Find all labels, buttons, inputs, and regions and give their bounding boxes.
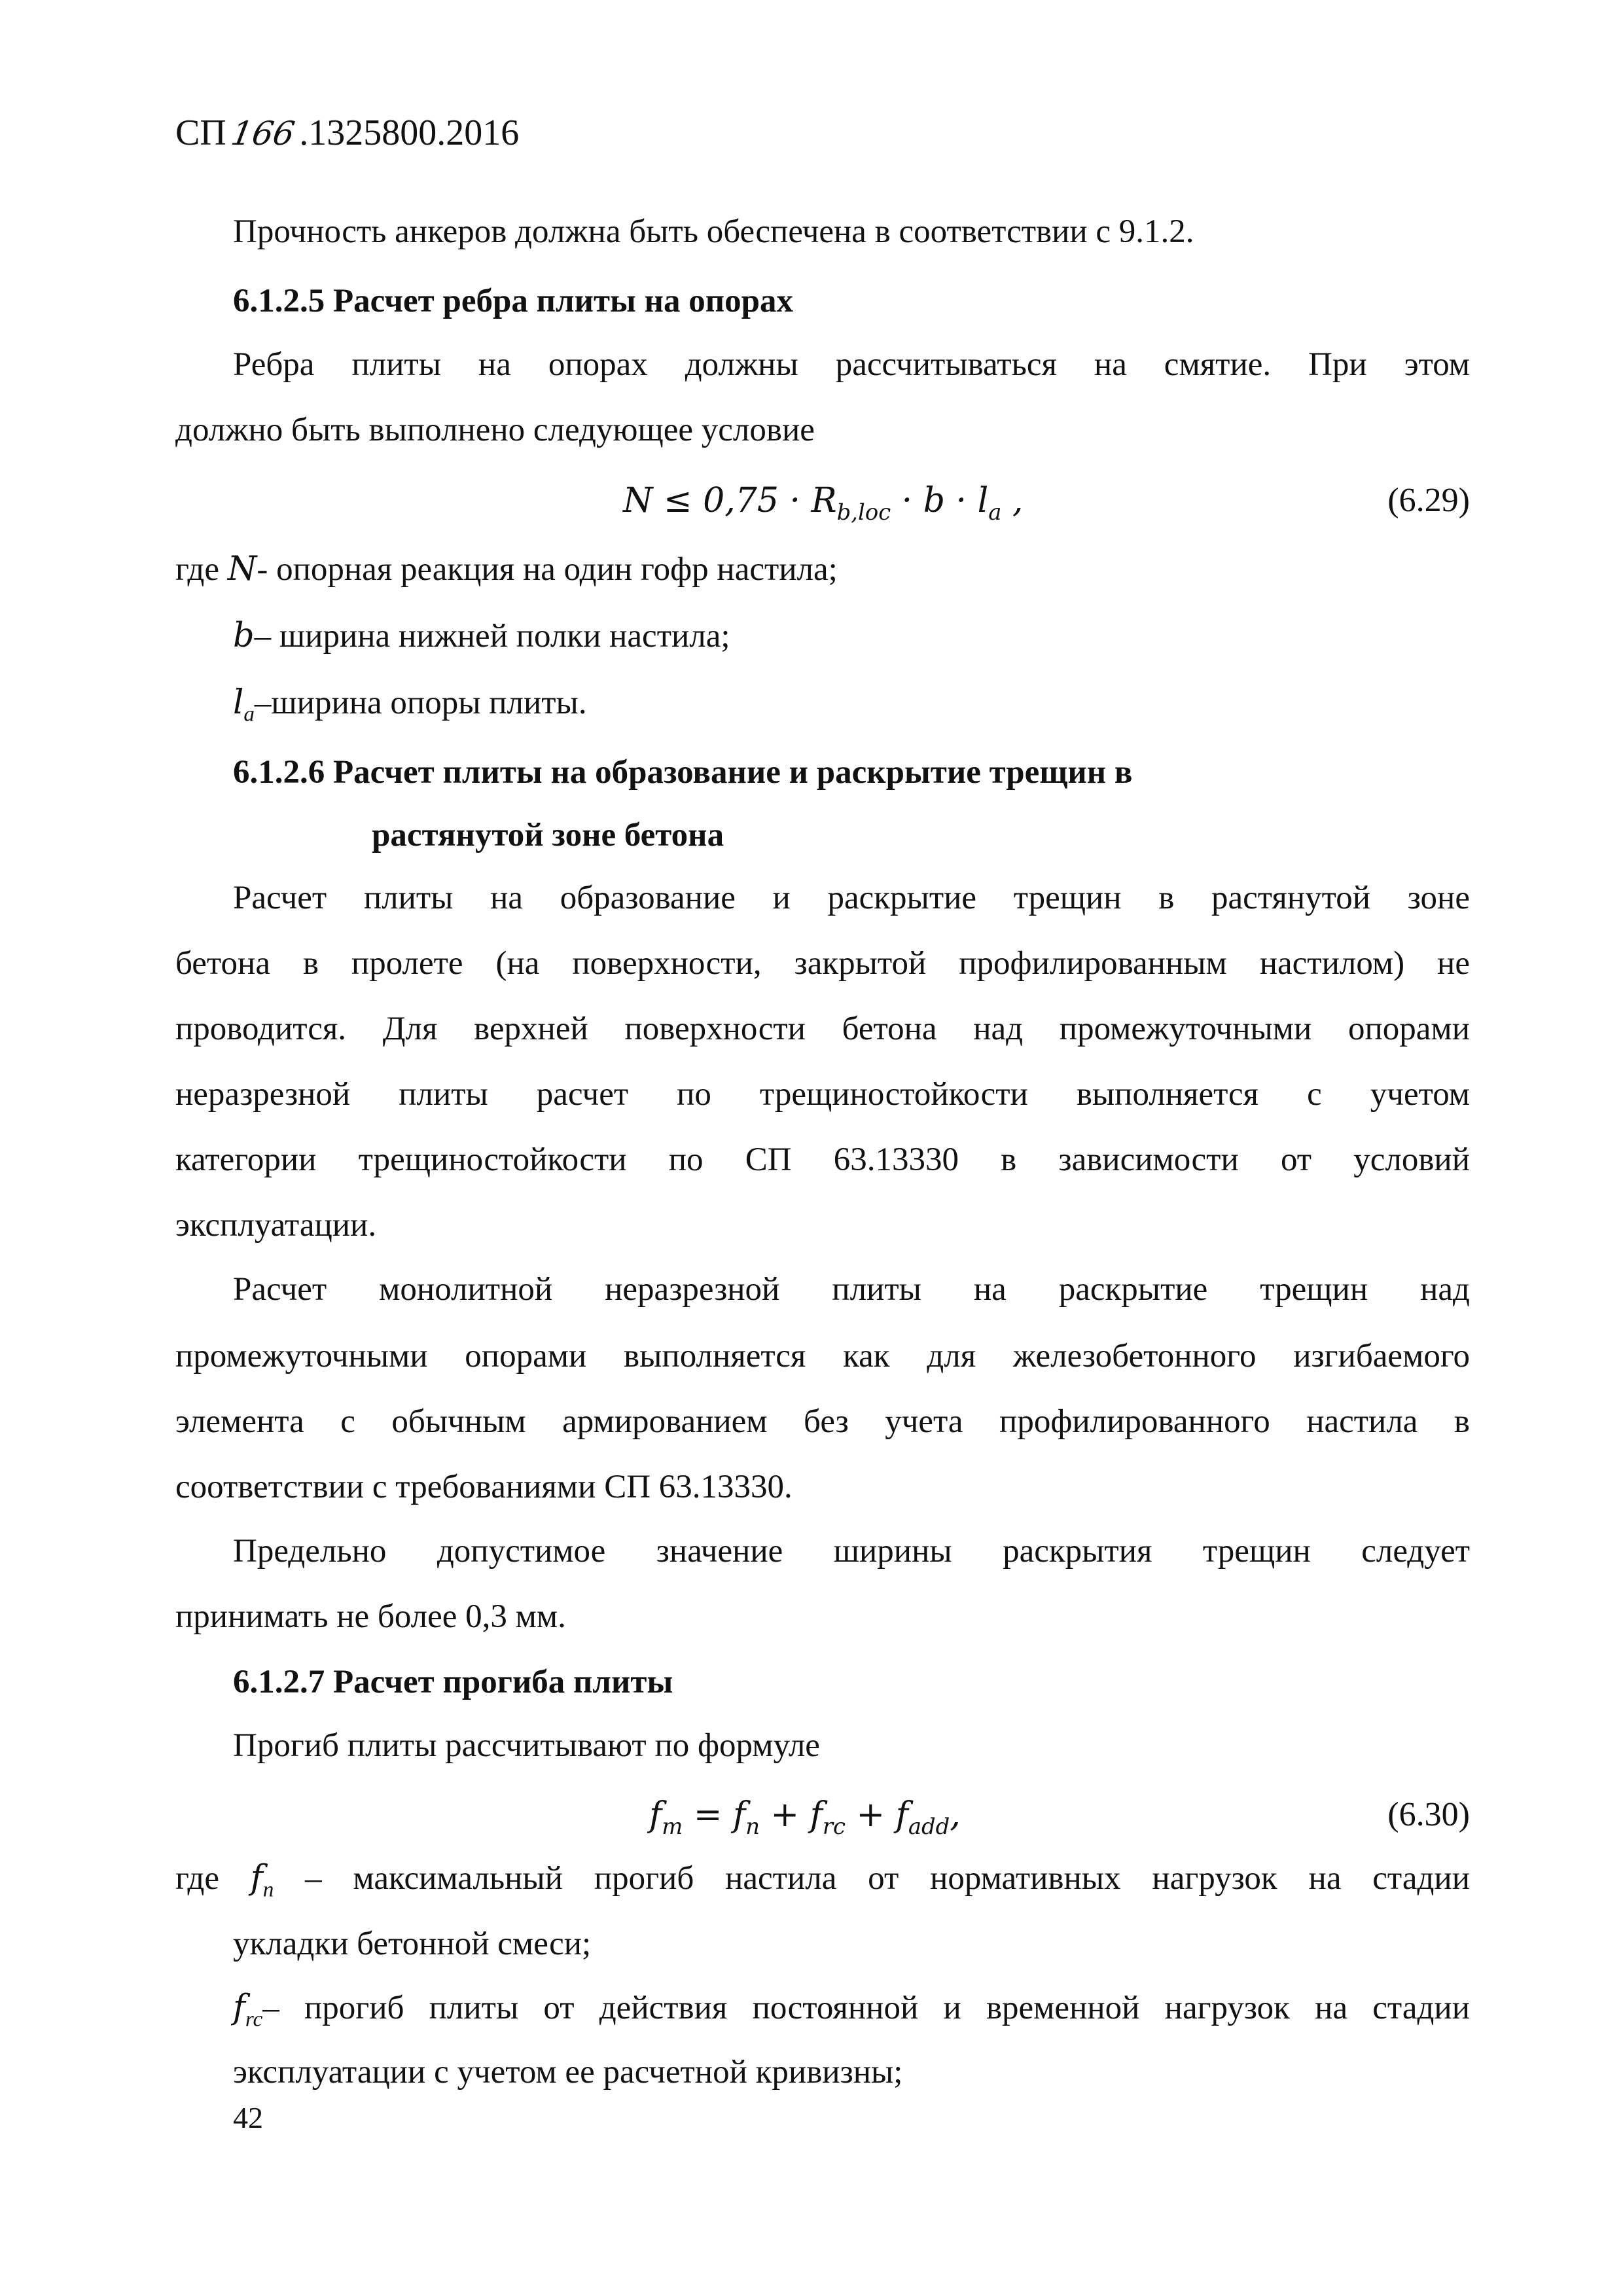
- paragraph-1-line5: категории трещиностойкости по СП 63.13330 в зависимости от условий: [175, 1141, 1470, 1178]
- paragraph-1-line4: неразрезной плиты расчет по трещиностойкости выполняется с учетом: [175, 1076, 1470, 1113]
- paragraph-1-line3: проводится. Для верхней поверхности бетона над промежуточными опорами: [175, 1011, 1470, 1047]
- header-suffix: .1325800.2016: [299, 113, 520, 153]
- paragraph-2-line1: Расчет монолитной неразрезной плиты на раскрытие трещин над: [233, 1271, 1470, 1308]
- paragraph-rib-line1: Ребра плиты на опорах должны рассчитываться на смятие. При этом: [233, 346, 1470, 383]
- definition-N: где N- опорная реакция на один гофр настила;: [175, 550, 838, 588]
- paragraph-1-line6: эксплуатации.: [175, 1207, 377, 1244]
- paragraph-2-line4: соответствии с требованиями СП 63.13330.: [175, 1469, 793, 1505]
- definition-frc-line2: эксплуатации с учетом ее расчетной кривизны;: [233, 2054, 903, 2090]
- paragraph-1-line1: Расчет плиты на образование и раскрытие трещин в растянутой зоне: [233, 880, 1470, 916]
- header-prefix: СП: [175, 113, 226, 153]
- formula-6-29: $N \le 0,75 \cdot R_{b,loc} \cdot b \cdot l_a$ ,: [623, 481, 1024, 525]
- handwritten-number: 166: [228, 115, 298, 152]
- paragraph-1-line2: бетона в пролете (на поверхности, закрытой профилированным настилом) не: [175, 945, 1470, 982]
- page-number: 42: [233, 2101, 263, 2134]
- document-header: [175, 110, 519, 156]
- heading-6-1-2-6-line1: 6.1.2.6 Расчет плиты на образование и раскрытие трещин в: [233, 754, 1133, 791]
- heading-6-1-2-6-line2: растянутой зоне бетона: [372, 817, 724, 853]
- paragraph-rib-line2: должно быть выполнено следующее условие: [175, 412, 815, 448]
- paragraph-3-line1: Предельно допустимое значение ширины раскрытия трещин следует: [233, 1533, 1470, 1570]
- heading-6-1-2-7: 6.1.2.7 Расчет прогиба плиты: [233, 1664, 673, 1700]
- definition-la: $l_a$–ширина опоры плиты.: [233, 683, 587, 726]
- heading-6-1-2-5: 6.1.2.5 Расчет ребра плиты на опорах: [233, 283, 793, 319]
- definition-frc-line1: $f_{rc}-$ прогиб плиты от действия постоянной и временной нагрузок на стадии: [233, 1988, 1470, 2032]
- equation-number-6-29: (6.29): [1387, 482, 1470, 519]
- paragraph-4: Прогиб плиты рассчитывают по формуле: [233, 1727, 820, 1764]
- definition-fn-line2: укладки бетонной смеси;: [233, 1926, 592, 1962]
- equation-number-6-30: (6.30): [1387, 1796, 1470, 1833]
- paragraph-anchors: Прочность анкеров должна быть обеспечена в соответствии с 9.1.2.: [233, 213, 1194, 250]
- definition-fn-line1: где $f_n$ – максимальный прогиб настила от нормативных нагрузок на стадии: [175, 1859, 1471, 1902]
- paragraph-3-line2: принимать не более 0,3 мм.: [175, 1598, 566, 1635]
- formula-6-30: $f_m = f_n + f_{rc} + f_{add}$,: [649, 1795, 961, 1839]
- definition-b: b– ширина нижней полки настила;: [233, 617, 730, 655]
- paragraph-2-line3: элемента с обычным армированием без учета профилированного настила в: [175, 1403, 1470, 1440]
- paragraph-2-line2: промежуточными опорами выполняется как для железобетонного изгибаемого: [175, 1338, 1470, 1374]
